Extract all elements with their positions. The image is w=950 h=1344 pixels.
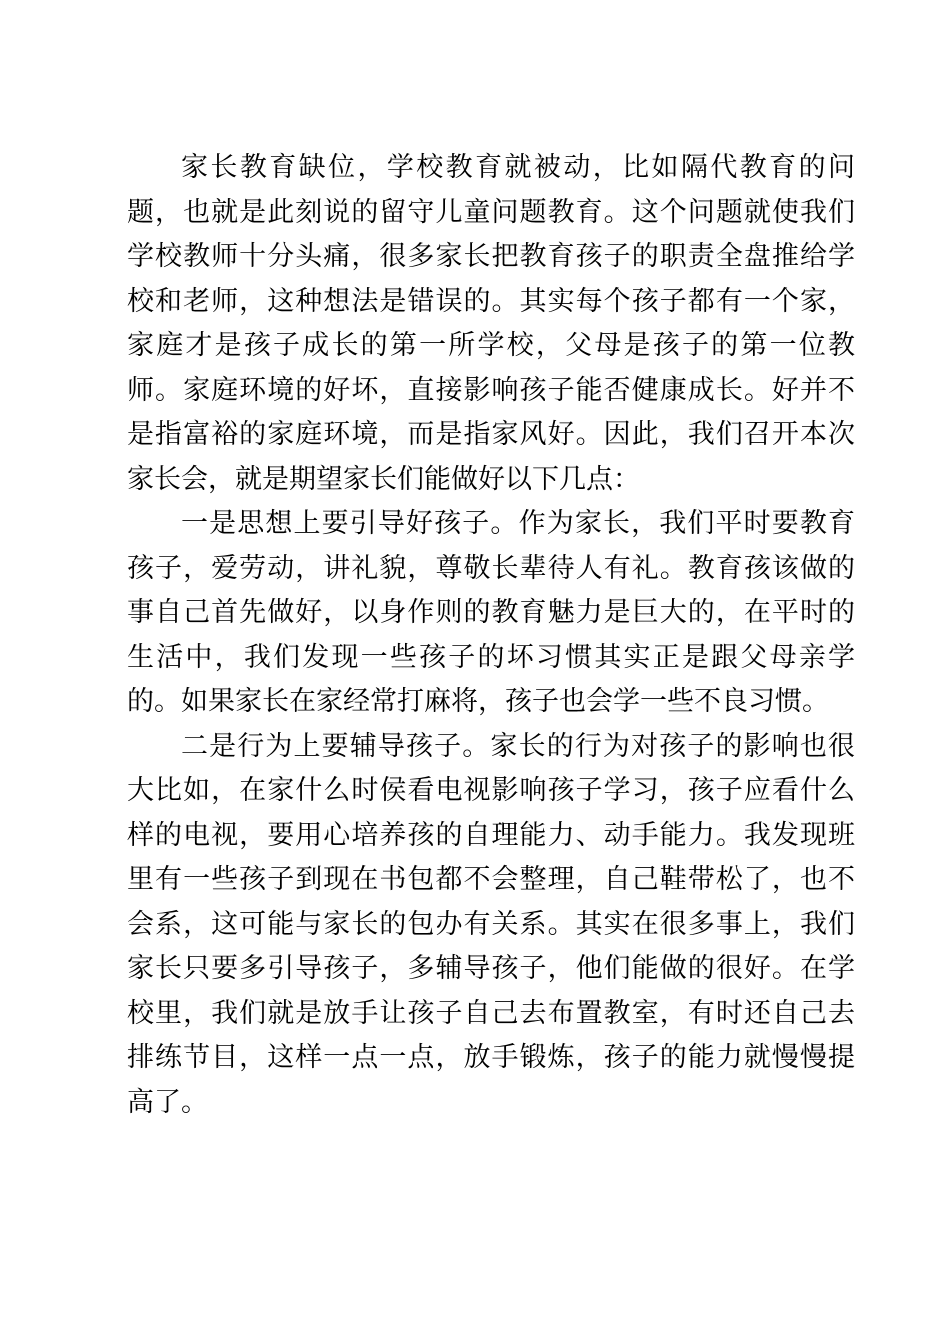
document-body — [127, 146, 855, 1125]
paragraph-1: 家长教育缺位，学校教育就被动，比如隔代教育的问题，也就是此刻说的留守儿童问题教育。这个问题就使我们学校教师十分头痛，很多家长把教育孩子的职责全盘推给学校和老师，这种想法是错误的。其实每个孩子都有一个家，家庭才是孩子成长的第一所学校，父母是孩子的第一位教师。家庭环境的好坏，直接影响孩子能否健康成长。好并不是指富裕的家庭环境，而是指家风好。因此，我们召开本次家长会，就是期望家长们能做好以下几点： — [127, 152, 855, 495]
paragraph-2: 一是思想上要引导好孩子。作为家长，我们平时要教育孩子，爱劳动，讲礼貌，尊敬长辈待人有礼。教育孩该做的事自己首先做好，以身作则的教育魅力是巨大的，在平时的生活中，我们发现一些孩子的坏习惯其实正是跟父母亲学的。如果家长在家经常打麻将，孩子也会学一些不良习惯。 — [127, 508, 855, 717]
paragraph-3: 二是行为上要辅导孩子。家长的行为对孩子的影响也很大比如，在家什么时侯看电视影响孩子学习，孩子应看什么样的电视，要用心培养孩的自理能力、动手能力。我发现班里有一些孩子到现在书包都不会整理，自己鞋带松了，也不会系，这可能与家长的包办有关系。其实在很多事上，我们家长只要多引导孩子，多辅导孩子，他们能做的很好。在学校里，我们就是放手让孩子自己去布置教室，有时还自己去排练节目，这样一点一点，放手锻炼，孩子的能力就慢慢提高了。 — [127, 730, 855, 1118]
